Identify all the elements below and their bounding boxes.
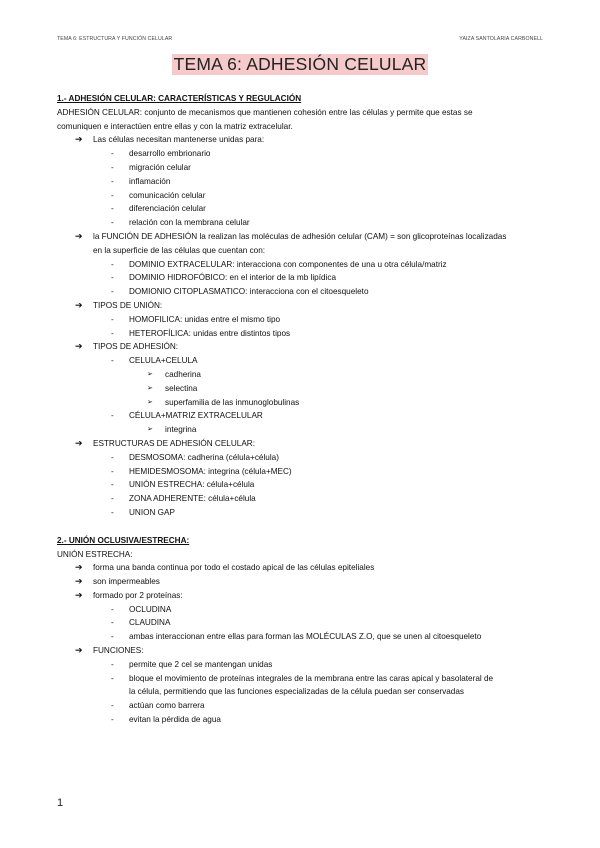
bullet-item: ➔ ESTRUCTURAS DE ADHESIÓN CELULAR:	[57, 437, 545, 451]
bullet-item: ➔ TIPOS DE UNIÓN:	[57, 299, 545, 313]
list-item: - CELULA+CELULA	[111, 356, 198, 366]
list-item: - bloque el movimiento de proteínas integrales de la membrana entre las caras apical y basolateral de	[111, 673, 494, 683]
list-item: - relación con la membrana celular	[111, 218, 250, 228]
page-title: TEMA 6: ADHESIÓN CELULAR	[173, 54, 427, 74]
paragraph: comuniquen e interactúen entre ellas y con la matriz extracelular.	[57, 121, 293, 131]
list-item: - HETEROFÍLICA: unidas entre distintos tipos	[111, 328, 291, 338]
list-item: - UNIÓN ESTRECHA: célula+célula	[111, 480, 255, 490]
list-item: - DOMINIO HIDROFÓBICO: en el interior de la mb lipídica	[111, 273, 337, 283]
list-item: - inflamación	[111, 176, 171, 186]
list-item: - ambas interaccionan entre ellas para forman las MOLÉCULAS Z.O, que se unen al citoesqueleto	[111, 632, 482, 642]
sub-list-item: ➢ selectina	[57, 382, 545, 396]
arrow-icon: ➔	[75, 230, 83, 241]
list-item: - desarrollo embrionario	[111, 149, 211, 159]
bullet-item: ➔ forma una banda continua por todo el costado apical de las células epiteliales	[57, 561, 545, 575]
bullet-continuation: en la superficie de las células que cuentan con:	[93, 245, 266, 255]
page-number: 1	[57, 797, 64, 809]
sub-list-item: ➢ cadherina	[57, 368, 545, 382]
sub-heading: UNIÓN ESTRECHA:	[57, 549, 133, 559]
list-item: - migración celular	[111, 162, 191, 172]
arrow-icon: ➔	[75, 576, 83, 587]
running-header-right: YAIZA SANTOLARIA CARBONELL	[459, 36, 543, 42]
running-header-left: TEMA 6: ESTRUCTURA Y FUNCIÓN CELULAR	[57, 36, 173, 42]
arrow-icon: ➔	[75, 437, 83, 448]
list-item: - HEMIDESMOSOMA: integrina (célula+MEC)	[111, 466, 292, 476]
bullet-item: ➔ Las células necesitan mantenerse unidas para:	[57, 133, 545, 147]
list-item: - DOMIONIO CITOPLASMATICO: interacciona con el citoesqueleto	[111, 287, 369, 297]
arrow-icon: ➔	[75, 299, 83, 310]
triangle-bullet-icon: ➢	[147, 384, 153, 392]
bullet-item: ➔ son impermeables	[57, 575, 545, 589]
list-item: - DESMOSOMA: cadherina (célula+célula)	[111, 452, 279, 462]
list-item: - CLAUDINA	[111, 618, 171, 628]
bullet-item: ➔ FUNCIONES:	[57, 644, 545, 658]
list-item: - UNION GAP	[111, 507, 175, 517]
list-item: - HOMOFILICA: unidas entre el mismo tipo	[111, 314, 281, 324]
document-body	[57, 92, 545, 727]
arrow-icon: ➔	[75, 134, 83, 145]
bullet-item: ➔ formado por 2 proteínas:	[57, 589, 545, 603]
arrow-icon: ➔	[75, 589, 83, 600]
list-item: - DOMINIO EXTRACELULAR: interacciona con componentes de una u otra célula/matriz	[111, 259, 447, 269]
list-item: - permite que 2 cel se mantengan unidas	[111, 659, 273, 669]
sub-list-item: ➢ integrina	[57, 423, 545, 437]
list-item: - evitan la pérdida de agua	[111, 715, 221, 725]
arrow-icon: ➔	[75, 562, 83, 573]
section-heading: 1.- ADHESIÓN CELULAR: CARACTERÍSTICAS Y REGULACIÓN	[57, 94, 302, 103]
arrow-icon: ➔	[75, 645, 83, 656]
bullet-item: ➔ TIPOS DE ADHESIÓN:	[57, 340, 545, 354]
triangle-bullet-icon: ➢	[147, 398, 153, 406]
list-item: - diferenciación celular	[111, 204, 206, 214]
sub-list-item: ➢ superfamilia de las inmunoglobulinas	[57, 396, 545, 410]
list-item: - actúan como barrera	[111, 701, 205, 711]
paragraph: ADHESIÓN CELULAR: conjunto de mecanismos que mantienen cohesión entre las células y permite que estas se	[57, 107, 473, 117]
list-item: - ZONA ADHERENTE: célula+célula	[111, 494, 256, 504]
bullet-item: ➔ la FUNCIÓN DE ADHESIÓN la realizan las moléculas de adhesión celular (CAM) = son glicoproteínas localizadas	[57, 230, 545, 244]
list-item: - comunicación celular	[111, 190, 206, 200]
section-heading: 2.- UNIÓN OCLUSIVA/ESTRECHA:	[57, 535, 190, 545]
triangle-bullet-icon: ➢	[147, 370, 153, 378]
arrow-icon: ➔	[75, 341, 83, 352]
list-item-continuation: la célula, permitiendo que las funciones especializadas de la célula puedan ser conservadas	[129, 687, 464, 697]
triangle-bullet-icon: ➢	[147, 426, 153, 434]
list-item: - CÉLULA+MATRIZ EXTRACELULAR	[111, 411, 263, 421]
list-item: - OCLUDINA	[111, 604, 172, 614]
